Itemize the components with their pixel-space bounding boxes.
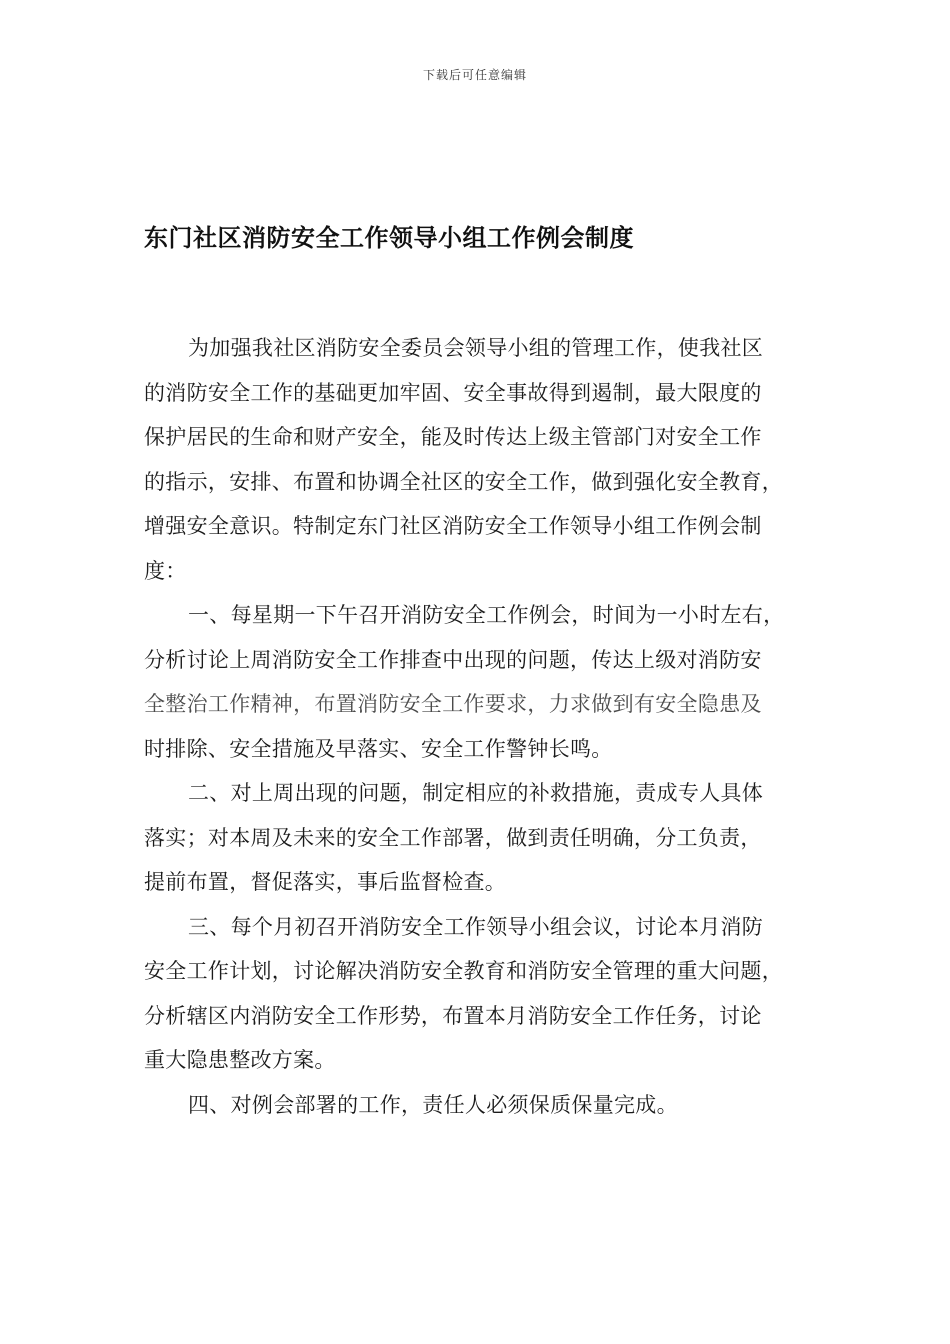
section-2-line: 落实；对本周及未来的安全工作部署，做到责任明确，分工负责， xyxy=(144,825,762,850)
section-2-line: 提前布置，督促落实，事后监督检查。 xyxy=(144,870,507,894)
section-3-line: 分析辖区内消防安全工作形势，布置本月消防安全工作任务，讨论 xyxy=(144,1003,762,1028)
section-2-line: 二、对上周出现的问题，制定相应的补救措施，责成专人具体 xyxy=(188,781,764,805)
section-1-line: 时排除、安全措施及早落实、安全工作警钟长鸣。 xyxy=(144,736,613,761)
section-1-line: 分析讨论上周消防安全工作排查中出现的问题，传达上级对消防安 xyxy=(144,647,762,672)
document-body xyxy=(144,326,812,1127)
section-3-line: 重大隐患整改方案。 xyxy=(144,1048,336,1072)
body-line: 的指示，安排、布置和协调全社区的安全工作，做到强化安全教育， xyxy=(144,469,783,494)
section-3-line: 三、每个月初召开消防安全工作领导小组会议，讨论本月消防 xyxy=(188,914,764,939)
body-line: 的消防安全工作的基础更加牢固、安全事故得到遏制，最大限度的 xyxy=(144,380,762,405)
section-3-line: 安全工作计划，讨论解决消防安全教育和消防安全管理的重大问题， xyxy=(144,959,783,983)
section-1-line: 全整治工作精神，布置消防安全工作要求，力求做到有安全隐患及 xyxy=(144,692,762,716)
section-1-line: 一、每星期一下午召开消防安全工作例会，时间为一小时左右， xyxy=(188,603,785,627)
body-line: 保护居民的生命和财产安全，能及时传达上级主管部门对安全工作 xyxy=(144,425,762,449)
body-line: 为加强我社区消防安全委员会领导小组的管理工作，使我社区 xyxy=(188,336,764,360)
section-4-line: 四、对例会部署的工作，责任人必须保质保量完成。 xyxy=(188,1092,678,1117)
document-title: 东门社区消防安全工作领导小组工作例会制度 xyxy=(144,224,634,252)
body-line: 度： xyxy=(144,558,187,583)
body-line: 增强安全意识。特制定东门社区消防安全工作领导小组工作例会制 xyxy=(144,514,762,538)
header-note: 下载后可任意编辑 xyxy=(422,68,527,82)
